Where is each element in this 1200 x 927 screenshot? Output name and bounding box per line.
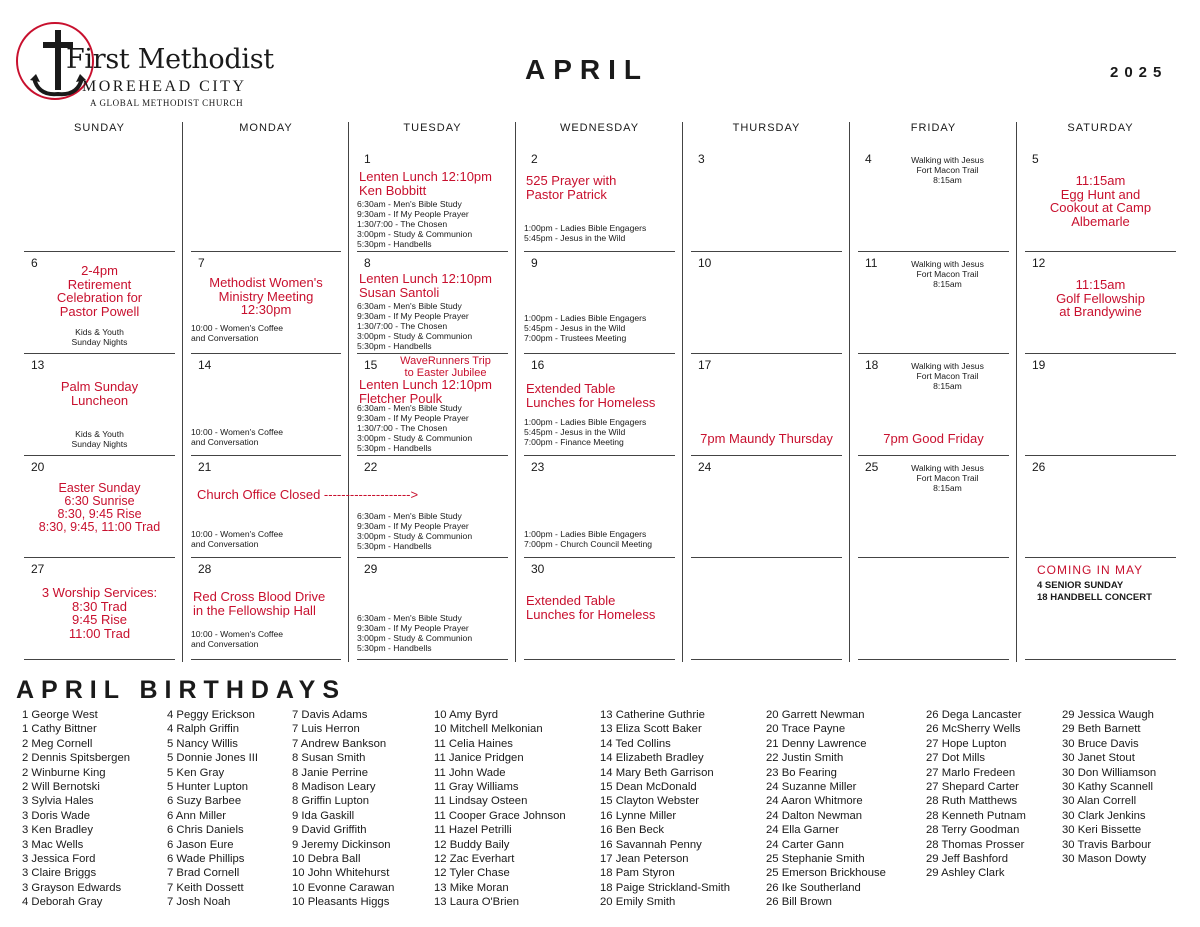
birthday-entry: 29 Beth Barnett bbox=[1062, 723, 1141, 736]
birthday-entry: 30 Kathy Scannell bbox=[1062, 781, 1154, 794]
calendar-day-cell bbox=[357, 252, 508, 354]
birthday-entry: 12 Zac Everhart bbox=[434, 853, 515, 866]
church-logo bbox=[16, 22, 274, 108]
calendar-day-cell bbox=[1025, 354, 1176, 456]
schedule-lines: Walking with Jesus Fort Macon Trail 8:15am bbox=[911, 361, 984, 391]
day-number: 8 bbox=[364, 256, 371, 270]
day-number: 20 bbox=[31, 460, 45, 474]
birthday-entry: 10 Amy Byrd bbox=[434, 709, 499, 721]
day-number: 11 bbox=[865, 256, 878, 270]
schedule-lines: Kids & Youth Sunday Nights bbox=[71, 327, 128, 347]
birthday-entry: 22 Justin Smith bbox=[766, 752, 844, 765]
birthday-entry: 1 George West bbox=[22, 709, 98, 721]
birthday-entry: 7 Brad Cornell bbox=[167, 867, 240, 880]
calendar-day-cell bbox=[691, 354, 842, 456]
birthday-entry: 15 Dean McDonald bbox=[600, 781, 697, 794]
day-number: 29 bbox=[364, 562, 378, 576]
birthday-entry: 30 Mason Dowty bbox=[1062, 853, 1147, 866]
month-title: APRIL bbox=[525, 54, 649, 85]
birthday-entry: 25 Stephanie Smith bbox=[766, 853, 865, 866]
calendar-day-cell bbox=[1025, 456, 1176, 558]
day-number: 4 bbox=[865, 152, 872, 166]
birthday-entry: 28 Kenneth Putnam bbox=[926, 809, 1026, 822]
event-text: 3 Worship Services: 8:30 Trad 9:45 Rise 11:00 Trad bbox=[41, 585, 158, 641]
birthday-entry: 30 Keri Bissette bbox=[1062, 824, 1142, 837]
schedule-lines: 6:30am - Men's Bible Study 9:30am - If My People Prayer 1:30/7:00 - The Chosen 3:00pm - Study & Communion 5:30pm - Handbells bbox=[357, 403, 473, 453]
birthday-entry: 4 Peggy Erickson bbox=[167, 709, 255, 721]
birthday-entry: 20 Garrett Newman bbox=[766, 709, 865, 721]
schedule-lines: Walking with Jesus Fort Macon Trail 8:15am bbox=[911, 155, 984, 185]
birthday-entry: 3 Claire Briggs bbox=[22, 867, 97, 880]
event-text: Extended Table Lunches for Homeless bbox=[526, 593, 656, 622]
day-number: 30 bbox=[531, 562, 545, 576]
day-number: 10 bbox=[698, 256, 712, 270]
event-text: COMING IN MAY bbox=[1037, 563, 1144, 577]
cell-divider bbox=[858, 659, 1009, 660]
schedule-lines: 10:00 - Women's Coffee and Conversation bbox=[191, 323, 284, 343]
birthday-entry: 5 Nancy Willis bbox=[167, 737, 238, 750]
birthday-entry: 21 Denny Lawrence bbox=[766, 737, 867, 750]
schedule-lines: 4 SENIOR SUNDAY 18 HANDBELL CONCERT bbox=[1037, 580, 1152, 604]
birthday-entry: 17 Jean Peterson bbox=[600, 853, 689, 866]
day-number: 12 bbox=[1032, 256, 1046, 270]
birthday-entry: 7 Luis Herron bbox=[292, 723, 360, 736]
birthday-entry: 3 Sylvia Hales bbox=[22, 795, 94, 808]
birthday-entry: 3 Doris Wade bbox=[22, 809, 91, 822]
birthday-entry: 10 Debra Ball bbox=[292, 853, 361, 866]
schedule-lines: Walking with Jesus Fort Macon Trail 8:15am bbox=[911, 259, 984, 289]
event-text: Methodist Women's Ministry Meeting 12:30pm bbox=[209, 275, 323, 318]
calendar-day-cell bbox=[858, 148, 1009, 252]
day-number: 15 bbox=[364, 358, 378, 372]
birthday-entry: 6 Jason Eure bbox=[167, 838, 234, 851]
column-divider bbox=[1016, 122, 1017, 662]
calendar-day-cell bbox=[191, 354, 341, 456]
day-number: 22 bbox=[364, 460, 378, 474]
day-number: 2 bbox=[531, 152, 538, 166]
schedule-lines: Walking with Jesus Fort Macon Trail 8:15am bbox=[911, 463, 984, 493]
birthday-entry: 29 Ashley Clark bbox=[926, 867, 1005, 880]
birthday-entry: 29 Jessica Waugh bbox=[1062, 709, 1154, 721]
column-divider bbox=[849, 122, 850, 662]
birthday-entry: 18 Paige Strickland-Smith bbox=[600, 881, 730, 894]
birthday-entry: 20 Trace Payne bbox=[766, 723, 846, 736]
calendar-day-cell bbox=[191, 558, 341, 660]
birthday-entry: 4 Ralph Griffin bbox=[167, 723, 240, 736]
cell-divider bbox=[24, 659, 175, 660]
logo-tagline: A GLOBAL METHODIST CHURCH bbox=[90, 98, 244, 108]
birthday-entry: 27 Shepard Carter bbox=[926, 781, 1019, 794]
cell-divider bbox=[191, 659, 341, 660]
birthday-entry: 7 Andrew Bankson bbox=[292, 737, 387, 750]
year-label: 2025 bbox=[1110, 64, 1168, 81]
schedule-lines: 6:30am - Men's Bible Study 9:30am - If My People Prayer 3:00pm - Study & Communion 5:30pm - Handbells bbox=[357, 613, 473, 653]
birthday-entry: 8 Janie Perrine bbox=[292, 766, 368, 779]
birthday-entry: 25 Emerson Brickhouse bbox=[766, 867, 886, 880]
day-number: 21 bbox=[198, 460, 212, 474]
birthday-column bbox=[22, 708, 130, 910]
day-number: 3 bbox=[698, 152, 705, 166]
calendar-day-cell bbox=[191, 252, 341, 354]
calendar-day-cell bbox=[524, 456, 675, 558]
calendar-day-cell bbox=[691, 456, 842, 558]
birthday-entry: 2 Winburne King bbox=[22, 766, 106, 779]
birthday-entry: 30 Bruce Davis bbox=[1062, 737, 1139, 750]
birthday-entry: 3 Jessica Ford bbox=[22, 853, 96, 866]
weekday-wednesday: WEDNESDAY bbox=[559, 122, 640, 134]
birthday-column bbox=[926, 708, 1026, 881]
birthday-entry: 7 Keith Dossett bbox=[167, 881, 244, 894]
column-divider bbox=[348, 122, 349, 662]
birthday-entry: 16 Lynne Miller bbox=[600, 809, 677, 822]
schedule-lines: 1:00pm - Ladies Bible Engagers 7:00pm - Church Council Meeting bbox=[524, 529, 653, 549]
day-number: 16 bbox=[531, 358, 545, 372]
birthday-entry: 2 Will Bernotski bbox=[22, 781, 100, 794]
schedule-lines: 1:00pm - Ladies Bible Engagers 5:45pm - Jesus in the Wild bbox=[524, 223, 647, 243]
birthday-entry: 30 Janet Stout bbox=[1062, 752, 1135, 765]
birthday-entry: 7 Josh Noah bbox=[167, 896, 231, 909]
birthday-entry: 5 Hunter Lupton bbox=[167, 781, 249, 794]
calendar-day-cell bbox=[357, 354, 508, 456]
birthday-entry: 7 Davis Adams bbox=[292, 709, 368, 721]
calendar-day-cell bbox=[1025, 148, 1176, 252]
event-text: 7pm Maundy Thursday bbox=[700, 431, 833, 446]
birthday-entry: 11 Hazel Petrilli bbox=[434, 824, 512, 837]
cell-divider bbox=[691, 659, 842, 660]
day-number: 28 bbox=[198, 562, 212, 576]
birthday-entry: 11 Janice Pridgen bbox=[434, 752, 524, 765]
birthday-entry: 10 Mitchell Melkonian bbox=[434, 723, 543, 736]
schedule-lines: 10:00 - Women's Coffee and Conversation bbox=[191, 529, 284, 549]
birthday-column bbox=[292, 708, 394, 910]
birthday-entry: 24 Aaron Whitmore bbox=[766, 795, 863, 808]
birthday-entry: 28 Ruth Matthews bbox=[926, 795, 1018, 808]
calendar-day-cell bbox=[24, 354, 175, 456]
day-number: 26 bbox=[1032, 460, 1046, 474]
event-text: Church Office Closed --------------------> bbox=[197, 487, 419, 502]
event-text: Lenten Lunch 12:10pm Ken Bobbitt bbox=[359, 169, 492, 198]
event-text: 11:15am Golf Fellowship at Brandywine bbox=[1056, 277, 1145, 320]
column-divider bbox=[682, 122, 683, 662]
birthday-entry: 30 Alan Correll bbox=[1062, 795, 1137, 808]
event-text: Lenten Lunch 12:10pm Susan Santoli bbox=[359, 271, 492, 300]
birthday-entry: 27 Hope Lupton bbox=[926, 737, 1007, 750]
birthday-entry: 4 Deborah Gray bbox=[22, 896, 103, 909]
birthday-entry: 20 Emily Smith bbox=[600, 896, 676, 909]
event-text: Palm Sunday Luncheon bbox=[60, 379, 139, 408]
birthday-entry: 24 Ella Garner bbox=[766, 824, 839, 837]
day-number: 6 bbox=[31, 256, 38, 270]
birthday-entry: 5 Ken Gray bbox=[167, 766, 225, 779]
calendar-day-cell bbox=[24, 148, 175, 252]
birthday-column bbox=[434, 708, 566, 910]
day-number: 17 bbox=[698, 358, 712, 372]
weekday-monday: MONDAY bbox=[239, 122, 293, 134]
calendar-day-cell bbox=[858, 252, 1009, 354]
day-number: 18 bbox=[865, 358, 879, 372]
birthday-entry: 28 Terry Goodman bbox=[926, 824, 1020, 837]
birthday-entry: 29 Jeff Bashford bbox=[926, 853, 1009, 866]
calendar-day-cell bbox=[691, 558, 842, 660]
schedule-lines: 6:30am - Men's Bible Study 9:30am - If My People Prayer 1:30/7:00 - The Chosen 3:00pm - Study & Communion 5:30pm - Handbells bbox=[357, 199, 473, 249]
event-text: Extended Table Lunches for Homeless bbox=[526, 381, 656, 410]
birthday-entry: 30 Travis Barbour bbox=[1062, 838, 1152, 851]
birthday-entry: 30 Clark Jenkins bbox=[1062, 809, 1146, 822]
schedule-lines: 10:00 - Women's Coffee and Conversation bbox=[191, 427, 284, 447]
weekday-saturday: SATURDAY bbox=[1067, 122, 1134, 134]
birthday-entry: 14 Ted Collins bbox=[600, 737, 671, 750]
birthday-entry: 27 Marlo Fredeen bbox=[926, 766, 1016, 779]
birthday-entry: 11 Cooper Grace Johnson bbox=[434, 809, 566, 822]
birthday-entry: 6 Suzy Barbee bbox=[167, 795, 242, 808]
schedule-lines: 6:30am - Men's Bible Study 9:30am - If My People Prayer 1:30/7:00 - The Chosen 3:00pm - Study & Communion 5:30pm - Handbells bbox=[357, 301, 473, 351]
event-text: 2-4pm Retirement Celebration for Pastor Powell bbox=[56, 263, 143, 319]
birthday-entry: 24 Suzanne Miller bbox=[766, 781, 857, 794]
cell-divider bbox=[524, 659, 675, 660]
calendar-day-cell bbox=[524, 148, 675, 252]
schedule-lines: 6:30am - Men's Bible Study 9:30am - If My People Prayer 3:00pm - Study & Communion 5:30pm - Handbells bbox=[357, 511, 473, 551]
day-number: 14 bbox=[198, 358, 212, 372]
calendar-day-cell bbox=[524, 252, 675, 354]
calendar-day-cell bbox=[191, 148, 341, 252]
birthday-entry: 13 Laura O'Brien bbox=[434, 896, 520, 909]
birthday-column bbox=[167, 708, 258, 910]
birthday-entry: 10 Pleasants Higgs bbox=[292, 896, 390, 909]
birthday-entry: 26 Bill Brown bbox=[766, 896, 832, 909]
birthday-entry: 16 Ben Beck bbox=[600, 824, 665, 837]
birthday-column bbox=[766, 708, 886, 910]
day-number: 1 bbox=[364, 152, 371, 166]
birthday-entry: 3 Ken Bradley bbox=[22, 824, 93, 837]
birthday-entry: 23 Bo Fearing bbox=[766, 766, 837, 779]
day-number: 23 bbox=[531, 460, 545, 474]
birthday-entry: 26 McSherry Wells bbox=[926, 723, 1021, 736]
cell-divider bbox=[1025, 659, 1176, 660]
day-number: 25 bbox=[865, 460, 879, 474]
birthday-entry: 2 Meg Cornell bbox=[22, 737, 93, 750]
birthday-entry: 16 Savannah Penny bbox=[600, 838, 702, 851]
day-number: 7 bbox=[198, 256, 205, 270]
birthday-entry: 10 Evonne Carawan bbox=[292, 881, 395, 894]
calendar-day-cell bbox=[691, 252, 842, 354]
birthday-entry: 6 Chris Daniels bbox=[167, 824, 244, 837]
birthday-entry: 2 Dennis Spitsbergen bbox=[22, 752, 131, 765]
birthday-entry: 13 Mike Moran bbox=[434, 881, 509, 894]
birthday-entry: 1 Cathy Bittner bbox=[22, 723, 97, 736]
schedule-lines: 10:00 - Women's Coffee and Conversation bbox=[191, 629, 284, 649]
weekday-sunday: SUNDAY bbox=[73, 122, 126, 134]
calendar-day-cell bbox=[858, 558, 1009, 660]
logo-title: First Methodist bbox=[66, 44, 274, 75]
birthday-entry: 12 Buddy Baily bbox=[434, 838, 510, 851]
birthday-entry: 8 Susan Smith bbox=[292, 752, 366, 765]
birthday-entry: 8 Griffin Lupton bbox=[292, 795, 370, 808]
day-number: 5 bbox=[1032, 152, 1039, 166]
birthdays-title: APRIL BIRTHDAYS bbox=[16, 676, 347, 704]
birthday-entry: 11 Lindsay Osteen bbox=[434, 795, 528, 808]
calendar-day-cell bbox=[357, 456, 508, 558]
birthday-entry: 9 Jeremy Dickinson bbox=[292, 838, 391, 851]
event-text: 525 Prayer with Pastor Patrick bbox=[526, 173, 617, 202]
day-number: 24 bbox=[698, 460, 712, 474]
birthday-entry: 14 Mary Beth Garrison bbox=[600, 766, 714, 779]
birthday-entry: 3 Grayson Edwards bbox=[22, 881, 122, 894]
birthday-entry: 10 John Whitehurst bbox=[292, 867, 390, 880]
birthday-column bbox=[600, 708, 730, 910]
birthday-entry: 9 Ida Gaskill bbox=[292, 809, 355, 822]
calendar-day-cell bbox=[1025, 558, 1176, 660]
column-divider bbox=[515, 122, 516, 662]
birthday-entry: 6 Ann Miller bbox=[167, 809, 227, 822]
weekday-friday: FRIDAY bbox=[910, 122, 957, 134]
calendar-day-cell bbox=[524, 558, 675, 660]
event-text: 11:15am Egg Hunt and Cookout at Camp Albemarle bbox=[1049, 173, 1152, 229]
birthday-entry: 24 Dalton Newman bbox=[766, 809, 863, 822]
calendar-day-cell bbox=[1025, 252, 1176, 354]
birthday-entry: 30 Don Williamson bbox=[1062, 766, 1157, 779]
cell-divider bbox=[357, 659, 508, 660]
birthday-entry: 26 Dega Lancaster bbox=[926, 709, 1022, 721]
calendar-day-cell bbox=[858, 456, 1009, 558]
birthday-entry: 26 Ike Southerland bbox=[766, 881, 861, 894]
birthday-entry: 11 John Wade bbox=[434, 766, 506, 779]
weekday-tuesday: TUESDAY bbox=[403, 122, 462, 134]
logo-city: MOREHEAD CITY bbox=[82, 78, 247, 95]
birthday-entry: 9 David Griffith bbox=[292, 824, 367, 837]
birthday-entry: 11 Celia Haines bbox=[434, 737, 513, 750]
calendar-day-cell bbox=[357, 148, 508, 252]
birthday-entry: 28 Thomas Prosser bbox=[926, 838, 1025, 851]
event-text: Easter Sunday 6:30 Sunrise 8:30, 9:45 Rise 8:30, 9:45, 11:00 Trad bbox=[38, 481, 161, 535]
event-text: Red Cross Blood Drive in the Fellowship Hall bbox=[193, 589, 326, 618]
birthday-entry: 18 Pam Styron bbox=[600, 867, 675, 880]
schedule-lines: 1:00pm - Ladies Bible Engagers 5:45pm - Jesus in the Wild 7:00pm - Trustees Meeting bbox=[524, 313, 647, 343]
birthday-column bbox=[1062, 708, 1156, 866]
birthday-entry: 27 Dot Mills bbox=[926, 752, 986, 765]
calendar-day-cell bbox=[357, 558, 508, 660]
birthday-entry: 14 Elizabeth Bradley bbox=[600, 752, 704, 765]
calendar-day-cell bbox=[858, 354, 1009, 456]
birthday-entry: 13 Catherine Guthrie bbox=[600, 709, 705, 721]
day-number: 27 bbox=[31, 562, 45, 576]
event-text: Lenten Lunch 12:10pm Fletcher Poulk bbox=[359, 377, 492, 406]
calendar-day-cell bbox=[24, 252, 175, 354]
event-text: 7pm Good Friday bbox=[883, 431, 984, 446]
event-text-secondary: WaveRunners Trip to Easter Jubilee bbox=[400, 355, 491, 379]
birthday-entry: 12 Tyler Chase bbox=[434, 867, 510, 880]
schedule-lines: 1:00pm - Ladies Bible Engagers 5:45pm - Jesus in the Wild 7:00pm - Finance Meeting bbox=[524, 417, 647, 447]
calendar-day-cell bbox=[24, 558, 175, 660]
birthday-entry: 11 Gray Williams bbox=[434, 781, 519, 794]
day-number: 9 bbox=[531, 256, 538, 270]
birthday-entry: 15 Clayton Webster bbox=[600, 795, 700, 808]
day-number: 13 bbox=[31, 358, 45, 372]
birthday-entry: 13 Eliza Scott Baker bbox=[600, 723, 702, 736]
birthday-entry: 8 Madison Leary bbox=[292, 781, 376, 794]
birthday-entry: 5 Donnie Jones III bbox=[167, 752, 259, 765]
calendar-day-cell bbox=[524, 354, 675, 456]
weekday-thursday: THURSDAY bbox=[732, 122, 801, 134]
calendar-day-cell bbox=[24, 456, 175, 558]
birthday-entry: 3 Mac Wells bbox=[22, 838, 84, 851]
birthday-entry: 6 Wade Phillips bbox=[167, 853, 245, 866]
birthday-entry: 24 Carter Gann bbox=[766, 838, 844, 851]
day-number: 19 bbox=[1032, 358, 1046, 372]
schedule-lines: Kids & Youth Sunday Nights bbox=[71, 429, 128, 449]
calendar-day-cell bbox=[691, 148, 842, 252]
column-divider bbox=[182, 122, 183, 662]
